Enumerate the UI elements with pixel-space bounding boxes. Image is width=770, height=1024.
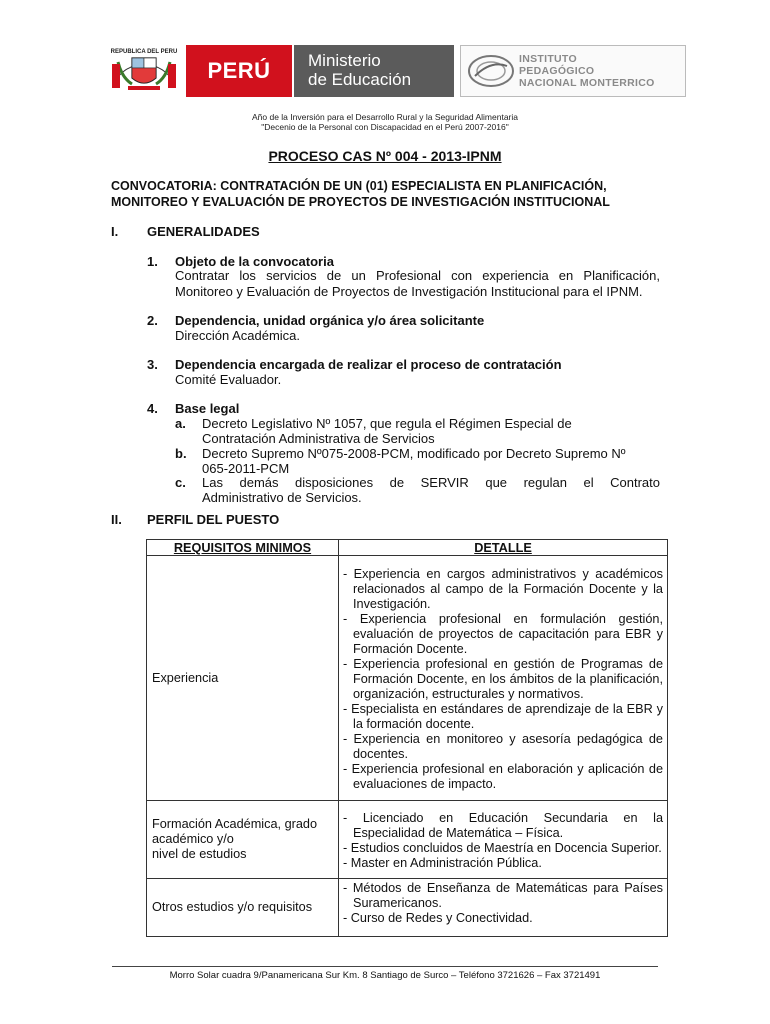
peru-label: PERÚ [207,58,271,83]
detail-cell-formacion [339,801,668,879]
legal-a-letter: a. [175,416,186,431]
peru-coat-of-arms-icon [104,44,184,98]
legal-b-line-2: 065-2011-PCM [202,461,290,476]
detail-cell-experiencia [339,556,668,801]
req-line: nivel de estudios [152,847,247,861]
item-1-text-line-2: Monitoreo y Evaluación de Proyectos de Investigación Institucional para el IPNM. [175,284,643,299]
year-line-2: "Decenio de la Personal con Discapacidad en el Perú 2007-2016" [261,122,509,132]
detail-item: - Experiencia profesional en gestión de Programas de Formación Docente, en los ámbitos de la planificación, organización, estructurales y normativos. [343,656,663,701]
detail-item: - Licenciado en Educación Secundaria en la Especialidad de Matemática – Física. [343,810,663,840]
req-cell-otros [147,879,339,937]
peru-brand-box [186,45,292,97]
year-line-1: Año de la Inversión para el Desarrollo Rural y la Seguridad Alimentaria [251,112,518,122]
legal-c-letter: c. [175,475,186,490]
detail-item: - Estudios concluidos de Maestría en Docencia Superior. [343,840,662,855]
detail-item: - Experiencia en cargos administrativos y académicos relacionados al campo de la Formación Docente y la Investigación. [343,566,663,611]
section-2-number: II. [111,512,122,527]
req-line: Experiencia [152,670,219,685]
convocatoria-line-1: CONVOCATORIA: CONTRATACIÓN DE UN (01) ESPECIALISTA EN PLANIFICACIÓN, [111,179,607,193]
item-2-number: 2. [147,313,158,328]
detail-item: - Experiencia en monitoreo y asesoría pedagógica de docentes. [343,731,663,761]
req-line: Formación Académica, grado [152,817,318,831]
seal-text: REPUBLICA DEL PERU [110,49,178,55]
col-header-requisitos: REQUISITOS MINIMOS [147,540,339,556]
institute-emblem-icon [467,52,515,90]
legal-c-line-1: Las demás disposiciones de SERVIR que regulan el Contrato [202,475,660,490]
legal-a-line-1: Decreto Legislativo Nº 1057, que regula el Régimen Especial de [202,416,572,431]
section-2-title: PERFIL DEL PUESTO [147,512,280,527]
convocatoria-heading [111,178,671,210]
institute-logo-box [460,45,686,97]
table-header-row [147,540,668,556]
page-title: PROCESO CAS Nº 004 - 2013-IPNM [268,148,502,164]
footer-address: Morro Solar cuadra 9/Panamericana Sur Km. 8 Santiago de Surco – Teléfono 3721626 – Fax 3721491 [169,970,601,981]
detail-item: - Especialista en estándares de aprendizaje de la EBR y la formación docente. [343,701,663,731]
legal-b-line-1: Decreto Supremo Nº075-2008-PCM, modificado por Decreto Supremo Nº [202,446,626,461]
footer-divider [112,966,658,967]
item-1-number: 1. [147,254,158,269]
item-1-heading: Objeto de la convocatoria [175,254,334,269]
item-3-number: 3. [147,357,158,372]
profile-table [146,539,668,937]
ministry-line-1: Ministerio [308,51,381,70]
legal-a-line-2: Contratación Administrativa de Servicios [202,431,435,446]
detail-cell-otros [339,879,668,937]
institute-name [519,53,655,89]
col-header-detalle: DETALLE [339,540,668,556]
detail-item: - Experiencia profesional en elaboración y aplicación de evaluaciones de impacto. [343,761,663,791]
req-cell-formacion [147,801,339,879]
convocatoria-line-2: MONITOREO Y EVALUACIÓN DE PROYECTOS DE INVESTIGACIÓN INSTITUCIONAL [111,195,610,209]
ministry-brand-box [294,45,454,97]
detail-item: - Métodos de Enseñanza de Matemáticas para Países Suramericanos. [343,881,663,910]
table-row [147,879,668,937]
section-1-title: GENERALIDADES [147,224,260,239]
table-row [147,801,668,879]
item-2-text: Dirección Académica. [175,328,300,343]
item-2-heading: Dependencia, unidad orgánica y/o área solicitante [175,313,485,328]
ministry-line-2: de Educación [308,70,412,89]
section-1-number: I. [111,224,119,239]
table-row [147,556,668,801]
institute-line-1: INSTITUTO [519,53,577,65]
detail-item: - Experiencia profesional en formulación gestión, evaluación de proyectos de capacitación para EBR y Formación Docente. [343,611,663,656]
item-4-heading: Base legal [175,401,240,416]
req-cell-experiencia [147,556,339,801]
legal-c-line-2: Administrativo de Servicios. [202,490,362,505]
item-3-text: Comité Evaluador. [175,372,282,387]
detail-item: - Curso de Redes y Conectividad. [343,911,533,925]
detail-item: - Master en Administración Pública. [343,855,542,870]
item-1-text-line-1: Contratar los servicios de un Profesional con experiencia en Planificación, [175,268,660,283]
req-line: Otros estudios y/o requisitos [152,900,313,914]
item-3-heading: Dependencia encargada de realizar el proceso de contratación [175,357,562,372]
item-4-number: 4. [147,401,158,416]
institute-line-3: NACIONAL MONTERRICO [519,77,655,89]
req-line: académico y/o [152,832,234,846]
institute-line-2: PEDAGÓGICO [519,65,595,77]
legal-b-letter: b. [175,446,187,461]
